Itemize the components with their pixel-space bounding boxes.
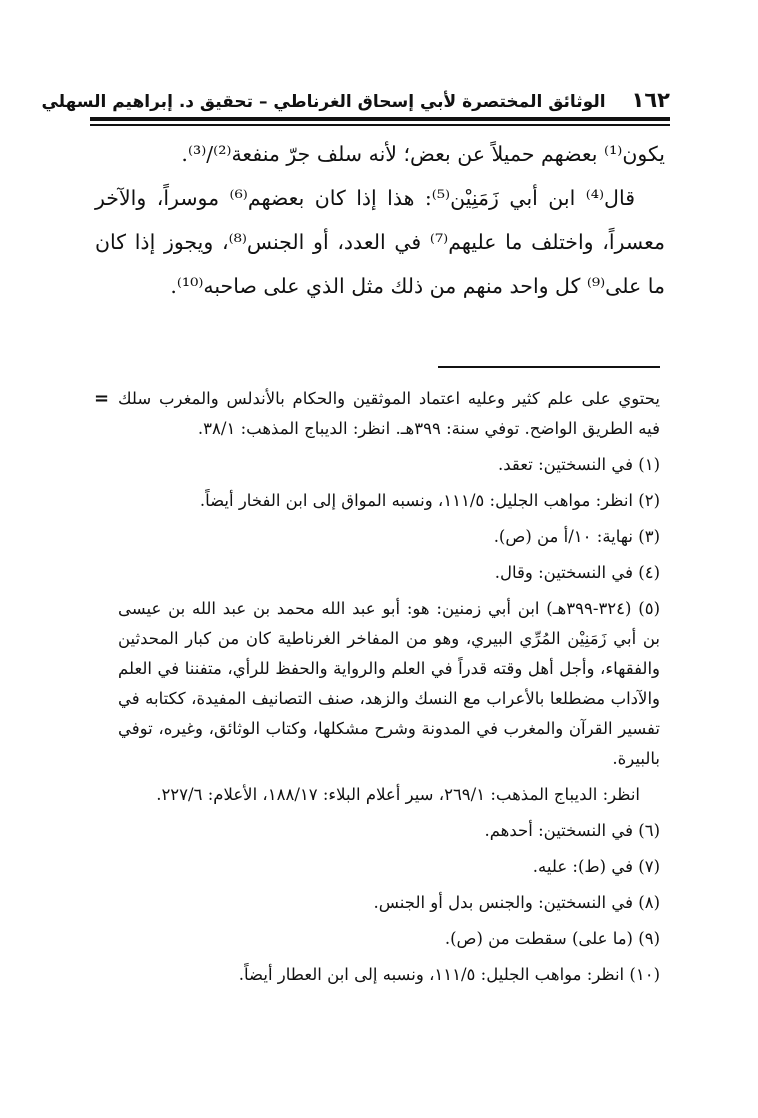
footnote: (٤) في النسختين: وقال.	[494, 563, 660, 582]
footnote: (١) في النسختين: تعقد.	[498, 455, 660, 474]
footnote-continuation-mark: =	[94, 388, 110, 409]
main-text	[95, 132, 665, 308]
header-rule-thick	[90, 117, 670, 121]
footnote: (٩) (ما على) سقطت من (ص).	[444, 929, 660, 948]
footnote: (٨) في النسختين: والجنس بدل أو الجنس.	[373, 893, 660, 912]
footnote: (٧) في (ط): عليه.	[532, 857, 660, 876]
running-title: الوثائق المختصرة لأبي إسحاق الغرناطي – تحقيق د. إبراهيم السهلي	[41, 92, 606, 112]
footnote: (٥) (٣٢٤-٣٩٩هـ) ابن أبي زمنين: هو: أبو عبد الله محمد بن عبد الله بن عيسى بن أبي زَمَنِيْن المُرِّي البيري، وهو من المفاخر الغرناطية كان من كبار المحدثين والفقهاء، وأجل أهل وقته قدراً في العلم والرواية والحفظ للرأي، متفننا في العلم والآداب مضطلعا بالأعراب مع النسك والزهد، صنف التصانيف المفيدة، ككتابه في تفسير القرآن والمغرب في المدونة وشرح مشكلها، وكتاب الوثائق، وغيره، توفي بالبيرة.	[118, 599, 660, 768]
body-paragraph: يكون⁽¹⁾ بعضهم حميلاً عن بعض؛ لأنه سلف جرّ منفعة⁽²⁾/⁽³⁾.	[181, 142, 665, 166]
footnote: (٢) انظر: مواهب الجليل: ١١١/٥، ونسبه المواق إلى ابن الفخار أيضاً.	[199, 491, 660, 510]
footnote: (٣) نهاية: ١٠/أ من (ص).	[493, 527, 660, 546]
page-number: ١٦٢	[631, 88, 670, 112]
footnote-reference: انظر: الديباج المذهب: ٢٦٩/١، سير أعلام البلاء: ١٨٨/١٧، الأعلام: ٢٢٧/٦.	[156, 785, 640, 804]
footnotes	[118, 384, 660, 996]
footnote: (١٠) انظر: مواهب الجليل: ١١١/٥، ونسبه إلى ابن العطار أيضاً.	[238, 965, 660, 984]
body-paragraph: قال⁽⁴⁾ ابن أبي زَمَنِيْن⁽⁵⁾: هذا إذا كان بعضهم⁽⁶⁾ موسراً، والآخر معسراً، واختلف ما عليهم⁽⁷⁾ في العدد، أو الجنس⁽⁸⁾، ويجوز إذا كان ما على⁽⁹⁾ كل واحد منهم من ذلك مثل الذي على صاحبه⁽¹⁰⁾.	[95, 186, 665, 298]
page-header	[41, 82, 670, 112]
footnote: (٦) في النسختين: أحدهم.	[484, 821, 660, 840]
footnote-separator	[438, 366, 660, 368]
footnote-continuation: يحتوي على علم كثير وعليه اعتماد الموثقين والحكام بالأندلس والمغرب سلك فيه الطريق الواضح. توفي سنة: ٣٩٩هـ. انظر: الديباج المذهب: ٣٨/١.	[118, 389, 660, 438]
header-rule-thin	[90, 124, 670, 126]
